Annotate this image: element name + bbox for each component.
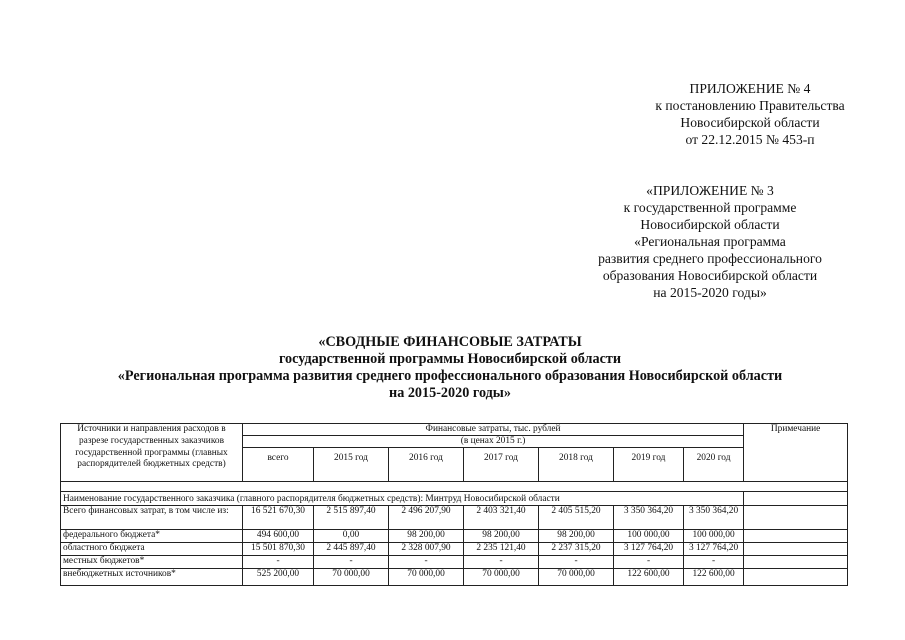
row-value: 70 000,00 — [539, 569, 614, 586]
row-value: - — [314, 556, 389, 569]
financial-costs-table — [60, 423, 848, 586]
year-header-2017: 2017 год — [464, 448, 539, 482]
title-line: «СВОДНЫЕ ФИНАНСОВЫЕ ЗАТРАТЫ — [318, 334, 582, 350]
row-value: 70 000,00 — [464, 569, 539, 586]
appendix-3-line: развития среднего профессионального — [598, 251, 822, 266]
row-value: - — [464, 556, 539, 569]
row-value: 2 328 007,90 — [389, 543, 464, 556]
note-header: Примечание — [744, 424, 848, 482]
appendix-3-line: Новосибирской области — [640, 217, 780, 232]
row-value: 3 350 364,20 — [684, 506, 744, 530]
prices-header: (в ценах 2015 г.) — [243, 436, 744, 448]
row-value: 100 000,00 — [614, 530, 684, 543]
source-header-cell: Источники и направления расходов в разрезе государственных заказчиков государственной программы (главных распорядителей бюджетных средств) — [61, 424, 243, 482]
row-note — [744, 569, 848, 586]
row-value: - — [539, 556, 614, 569]
row-value: 2 496 207,90 — [389, 506, 464, 530]
row-value: 3 127 764,20 — [614, 543, 684, 556]
row-label: внебюджетных источников* — [61, 569, 243, 586]
appendix-3-line: образования Новосибирской области — [602, 268, 818, 283]
customer-row: Наименование государственного заказчика (главного распорядителя бюджетных средств): Минтруд Новосибирской области — [61, 492, 744, 506]
row-note — [744, 543, 848, 556]
row-value: 2 445 897,40 — [314, 543, 389, 556]
row-label: местных бюджетов* — [61, 556, 243, 569]
appendix-4-line: от 22.12.2015 № 453-п — [685, 132, 815, 147]
row-value: - — [243, 556, 314, 569]
document-title — [40, 334, 860, 402]
row-value: - — [389, 556, 464, 569]
row-label: федерального бюджета* — [61, 530, 243, 543]
row-label: Всего финансовых затрат, в том числе из: — [61, 506, 243, 530]
row-value: 98 200,00 — [464, 530, 539, 543]
appendix-3-line: «Региональная программа — [634, 234, 786, 249]
row-value: 0,00 — [314, 530, 389, 543]
title-line: «Региональная программа развития среднего профессионального образования Новосибирской области — [117, 368, 783, 384]
appendix-3-line: «ПРИЛОЖЕНИЕ № 3 — [646, 183, 774, 198]
year-header-2019: 2019 год — [614, 448, 684, 482]
table-row — [61, 556, 848, 569]
year-header-2015: 2015 год — [314, 448, 389, 482]
row-value: 3 127 764,20 — [684, 543, 744, 556]
row-value: 525 200,00 — [243, 569, 314, 586]
row-value: 2 235 121,40 — [464, 543, 539, 556]
table-row — [61, 569, 848, 586]
fin-costs-header: Финансовые затраты, тыс. рублей — [243, 424, 744, 436]
row-value: 15 501 870,30 — [243, 543, 314, 556]
row-value: 2 237 315,20 — [539, 543, 614, 556]
spacer-row — [61, 482, 848, 492]
appendix-4-line: Новосибирской области — [680, 115, 820, 130]
row-value: 494 600,00 — [243, 530, 314, 543]
table-row — [61, 506, 848, 530]
row-value: - — [684, 556, 744, 569]
row-value: 16 521 670,30 — [243, 506, 314, 530]
row-value: 122 600,00 — [614, 569, 684, 586]
row-label: областного бюджета — [61, 543, 243, 556]
row-value: 70 000,00 — [314, 569, 389, 586]
row-value: 122 600,00 — [684, 569, 744, 586]
appendix-3-line: на 2015-2020 годы» — [653, 285, 767, 300]
year-header-2018: 2018 год — [539, 448, 614, 482]
row-note — [744, 506, 848, 530]
title-line: на 2015-2020 годы» — [389, 385, 511, 401]
row-value: 98 200,00 — [389, 530, 464, 543]
appendix-4-line: к постановлению Правительства — [655, 98, 845, 113]
row-value: - — [614, 556, 684, 569]
row-value: 98 200,00 — [539, 530, 614, 543]
row-value: 2 515 897,40 — [314, 506, 389, 530]
row-value: 2 405 515,20 — [539, 506, 614, 530]
row-value: 2 403 321,40 — [464, 506, 539, 530]
table-row — [61, 543, 848, 556]
appendix-4-caption — [600, 80, 900, 148]
appendix-4-line: ПРИЛОЖЕНИЕ № 4 — [689, 81, 811, 96]
title-line: государственной программы Новосибирской области — [278, 351, 622, 367]
row-note — [744, 530, 848, 543]
year-header-2016: 2016 год — [389, 448, 464, 482]
year-header-2020: 2020 год — [684, 448, 744, 482]
row-value: 3 350 364,20 — [614, 506, 684, 530]
table-row — [61, 530, 848, 543]
row-value: 100 000,00 — [684, 530, 744, 543]
year-header-total: всего — [243, 448, 314, 482]
row-note — [744, 556, 848, 569]
row-value: 70 000,00 — [389, 569, 464, 586]
appendix-3-line: к государственной программе — [623, 200, 797, 215]
customer-note-cell — [744, 492, 848, 506]
appendix-3-caption — [560, 182, 860, 301]
